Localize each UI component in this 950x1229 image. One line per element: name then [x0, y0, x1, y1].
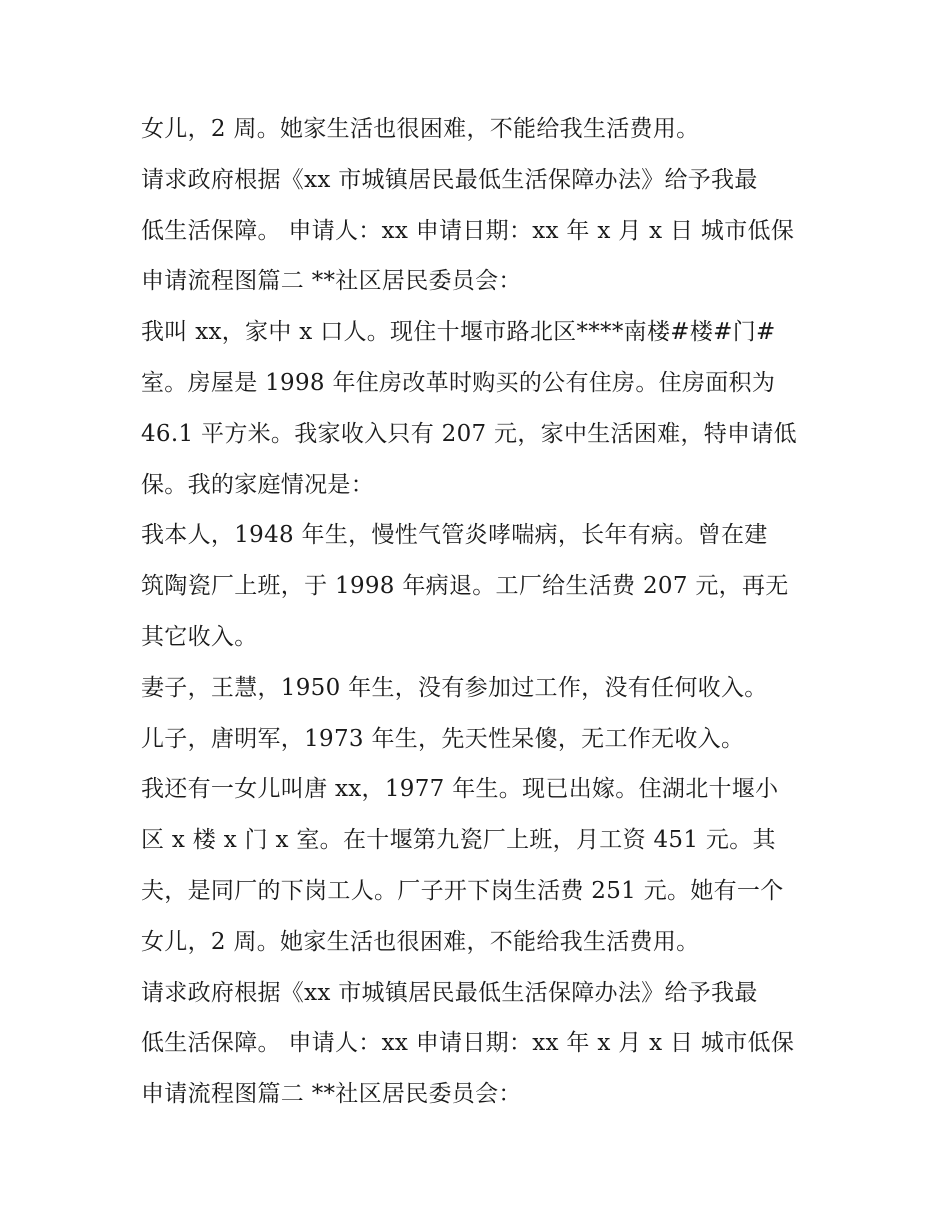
text-line: 请求政府根据《xx 市城镇居民最低生活保障办法》给予我最 — [141, 979, 758, 1006]
text-line: 申请流程图篇二 **社区居民委员会： — [141, 1081, 522, 1108]
text-line: 申请流程图篇二 **社区居民委员会： — [141, 268, 522, 295]
text-line: 我叫 xx，家中 x 口人。现住十堰市路北区****南楼#楼#门# — [141, 319, 776, 346]
text-line: 室。房屋是 1998 年住房改革时购买的公有住房。住房面积为 — [141, 369, 776, 396]
text-line: 我本人，1948 年生，慢性气管炎哮喘病，长年有病。曾在建 — [141, 522, 768, 549]
text-line: 46.1 平方米。我家收入只有 207 元，家中生活困难，特申请低 — [141, 420, 797, 447]
text-line: 我还有一女儿叫唐 xx，1977 年生。现已出嫁。住湖北十堰小 — [141, 776, 779, 803]
text-line: 保。我的家庭情况是： — [141, 471, 374, 498]
text-line: 儿子，唐明军，1973 年生，先天性呆傻，无工作无收入。 — [141, 725, 745, 752]
text-line: 夫，是同厂的下岗工人。厂子开下岗生活费 251 元。她有一个 — [141, 877, 784, 904]
document-body — [141, 104, 821, 1120]
text-line: 请求政府根据《xx 市城镇居民最低生活保障办法》给予我最 — [141, 166, 758, 193]
text-line: 妻子，王慧，1950 年生，没有参加过工作，没有任何收入。 — [141, 674, 768, 701]
text-line: 筑陶瓷厂上班，于 1998 年病退。工厂给生活费 207 元，再无 — [141, 573, 789, 600]
text-line: 女儿，2 周。她家生活也很困难，不能给我生活费用。 — [141, 116, 700, 142]
text-line: 女儿，2 周。她家生活也很困难，不能给我生活费用。 — [141, 928, 700, 955]
text-line: 低生活保障。 申请人：xx 申请日期：xx 年 x 月 x 日 城市低保 — [141, 217, 795, 244]
text-line: 其它收入。 — [141, 623, 258, 650]
text-line: 低生活保障。 申请人：xx 申请日期：xx 年 x 月 x 日 城市低保 — [141, 1030, 795, 1057]
text-line: 区 x 楼 x 门 x 室。在十堰第九瓷厂上班，月工资 451 元。其 — [141, 827, 776, 854]
